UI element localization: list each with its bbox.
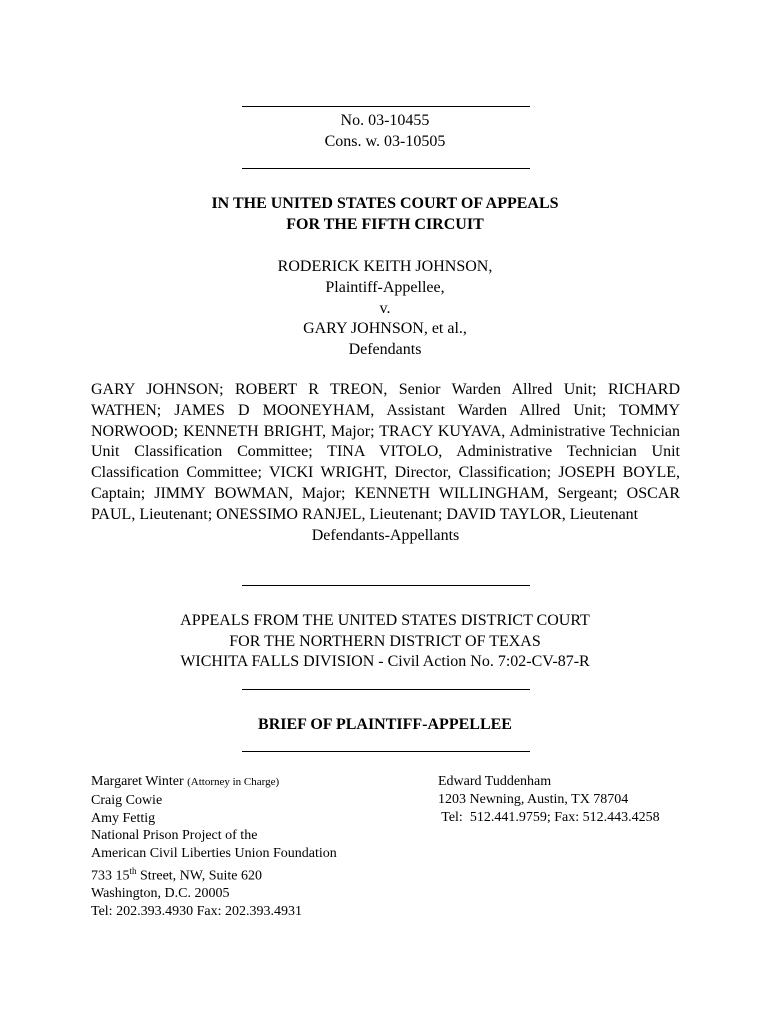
appeal-line3: WICHITA FALLS DIVISION - Civil Action No. 7:02-CV-87-R bbox=[180, 653, 590, 670]
appeal-line1: APPEALS FROM THE UNITED STATES DISTRICT COURT bbox=[180, 612, 590, 629]
divider-rule bbox=[242, 585, 530, 586]
street-address: 1203 Newning, Austin, TX 78704 bbox=[438, 791, 629, 807]
appeal-line2: FOR THE NORTHERN DISTRICT OF TEXAS bbox=[229, 633, 541, 650]
consolidated-case: Cons. w. 03-10505 bbox=[324, 133, 446, 150]
phone-line: Tel: 512.441.9759; Fax: 512.443.4258 bbox=[438, 809, 660, 825]
counsel-name: Craig Cowie bbox=[91, 792, 163, 808]
street-address: 733 15th Street, NW, Suite 620 bbox=[91, 865, 262, 884]
versus: v. bbox=[379, 300, 391, 317]
counsel-note: (Attorney in Charge) bbox=[187, 776, 280, 788]
counsel-right-block bbox=[438, 773, 738, 826]
plaintiff-name: RODERICK KEITH JOHNSON, bbox=[277, 258, 493, 275]
defendants-list-text: GARY JOHNSON; ROBERT R TREON, Senior Warden Allred Unit; RICHARD WATHEN; JAMES D MOONEYHAM, Assistant Warden Allred Unit; TOMMY NORWOOD; KENNETH BRIGHT, Major; TRACY KUYAVA, Administrative Technician Unit Classification Committee; TINA VITOLO, Administrative Technician Unit Classification Committee; VICKI WRIGHT, Director, Classification; JOSEPH BOYLE, Captain; JIMMY BOWMAN, Major; KENNETH WILLINGHAM, Sergeant; OSCAR PAUL, Lieutenant; ONESSIMO RANJEL, Lieutenant; DAVID TAYLOR, Lieutenant bbox=[91, 381, 680, 523]
appellants-role: Defendants-Appellants bbox=[311, 526, 460, 544]
counsel-name: Amy Fettig bbox=[91, 810, 156, 826]
divider-rule bbox=[242, 689, 530, 690]
divider-rule bbox=[242, 106, 530, 107]
defendants-list bbox=[91, 380, 680, 546]
counsel-name: Edward Tuddenham bbox=[438, 774, 552, 789]
counsel-left-block bbox=[91, 773, 411, 921]
brief-title: BRIEF OF PLAINTIFF-APPELLEE bbox=[258, 716, 512, 733]
city-line: Washington, D.C. 20005 bbox=[91, 886, 230, 902]
court-name-line2: FOR THE FIFTH CIRCUIT bbox=[286, 216, 484, 233]
divider-rule bbox=[242, 751, 530, 752]
phone-line: Tel: 202.393.4930 Fax: 202.393.4931 bbox=[91, 904, 302, 920]
organization-line: National Prison Project of the bbox=[91, 828, 258, 844]
organization-line: American Civil Liberties Union Foundation bbox=[91, 846, 337, 862]
defendant-name: GARY JOHNSON, et al., bbox=[303, 320, 467, 337]
plaintiff-role: Plaintiff-Appellee, bbox=[325, 279, 445, 296]
counsel-name: Margaret Winter bbox=[91, 774, 184, 789]
case-number: No. 03-10455 bbox=[340, 112, 430, 129]
court-name-line1: IN THE UNITED STATES COURT OF APPEALS bbox=[211, 195, 559, 212]
defendant-role: Defendants bbox=[348, 341, 422, 358]
divider-rule bbox=[242, 168, 530, 169]
